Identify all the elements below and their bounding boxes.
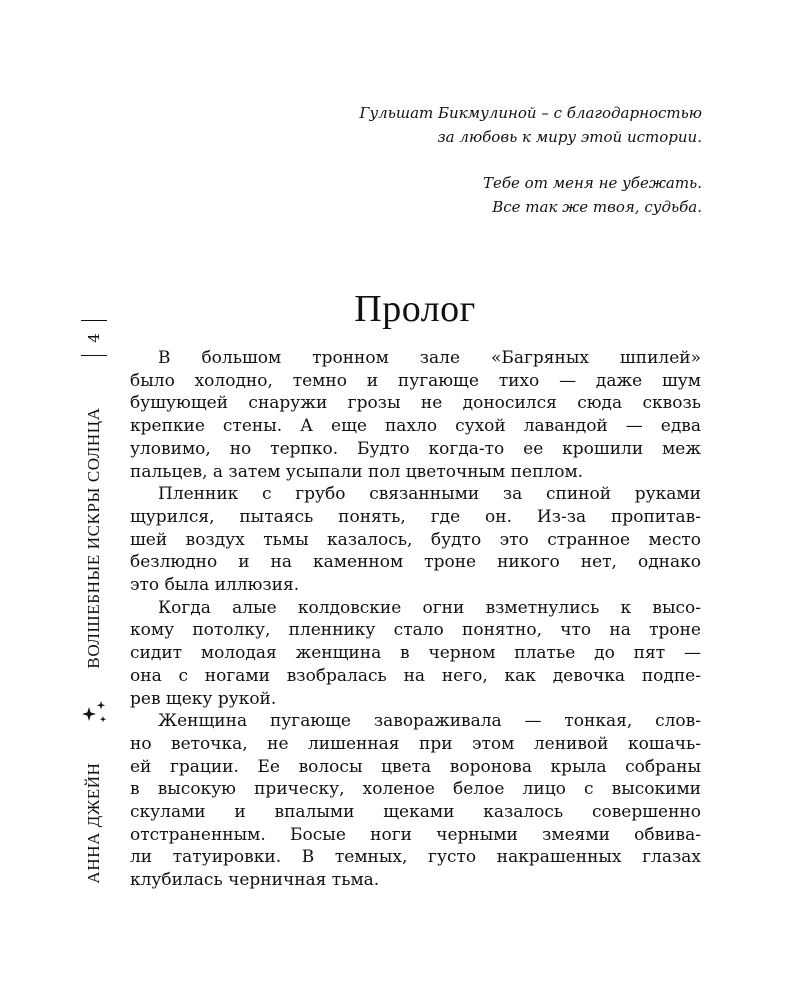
- body-line: отстраненным. Босые ноги черными змеями обвива-: [130, 824, 701, 845]
- motto-line: Все так же твоя, судьба.: [492, 198, 702, 216]
- body-line: клубилась черничная тьма.: [130, 870, 380, 891]
- body-line: кому потолку, пленнику стало понятно, что на троне: [130, 620, 701, 641]
- body-line: это была иллюзия.: [130, 575, 300, 596]
- dedication-line: Гульшат Бикмулиной – с благодарностью: [359, 104, 702, 122]
- body-line: бушующей снаружи грозы не доносился сюда сквозь: [130, 393, 701, 414]
- body-line: в высокую прическу, холеное белое лицо с высокими: [130, 779, 701, 800]
- motto: [242, 171, 702, 219]
- body-line: Женщина пугающе завораживала — тонкая, слов-: [158, 711, 701, 732]
- body-line: Когда алые колдовские огни взметнулись к высо-: [158, 597, 701, 618]
- body-line: пальцев, а затем усыпали пол цветочным пеплом.: [130, 461, 584, 482]
- dedication-line: за любовь к миру этой истории.: [437, 128, 702, 146]
- body-line: сидит молодая женщина в черном платье до пят —: [130, 643, 701, 664]
- series-title: ВОЛШЕБНЫЕ ИСКРЫ СОЛНЦА: [84, 407, 103, 669]
- chapter-body: [130, 347, 701, 892]
- body-line: было холодно, темно и пугающе тихо — даже шум: [130, 370, 701, 391]
- author-name: АННА ДЖЕЙН: [84, 762, 103, 884]
- page-number-value: 4: [85, 333, 103, 343]
- body-line: но веточка, не лишенная при этом ленивой кошачь-: [130, 733, 701, 754]
- body-line: крепкие стены. А еще пахло сухой лавандой — едва: [130, 416, 701, 437]
- motto-line: Тебе от меня не убежать.: [482, 174, 702, 192]
- body-line: шей воздух тьмы казалось, будто это странное место: [130, 529, 701, 550]
- body-line: ли татуировки. В темных, густо накрашенных глазах: [130, 847, 701, 868]
- body-line: рев щеку рукой.: [130, 688, 277, 709]
- dedication: [242, 101, 702, 149]
- body-line: безлюдно и на каменном троне никого нет, однако: [130, 552, 701, 573]
- body-line: скулами и впалыми щеками казалось совершенно: [130, 802, 701, 823]
- body-line: В большом тронном зале «Багряных шпилей»: [158, 348, 701, 368]
- body-line: уловимо, но терпко. Будто когда-то ее крошили меж: [130, 438, 701, 459]
- chapter-title: Пролог: [354, 288, 476, 330]
- body-line: Пленник с грубо связанными за спиной руками: [158, 484, 701, 505]
- body-line: она с ногами взобралась на него, как девочка подпе-: [130, 665, 701, 686]
- body-line: щурился, пытаясь понять, где он. Из-за пропитав-: [130, 506, 701, 527]
- sparkle-stars-icon: [79, 698, 111, 728]
- body-line: ей грации. Ее волосы цвета воронова крыла собраны: [130, 756, 701, 777]
- running-header-spine: [79, 320, 109, 910]
- page-number: [81, 320, 107, 356]
